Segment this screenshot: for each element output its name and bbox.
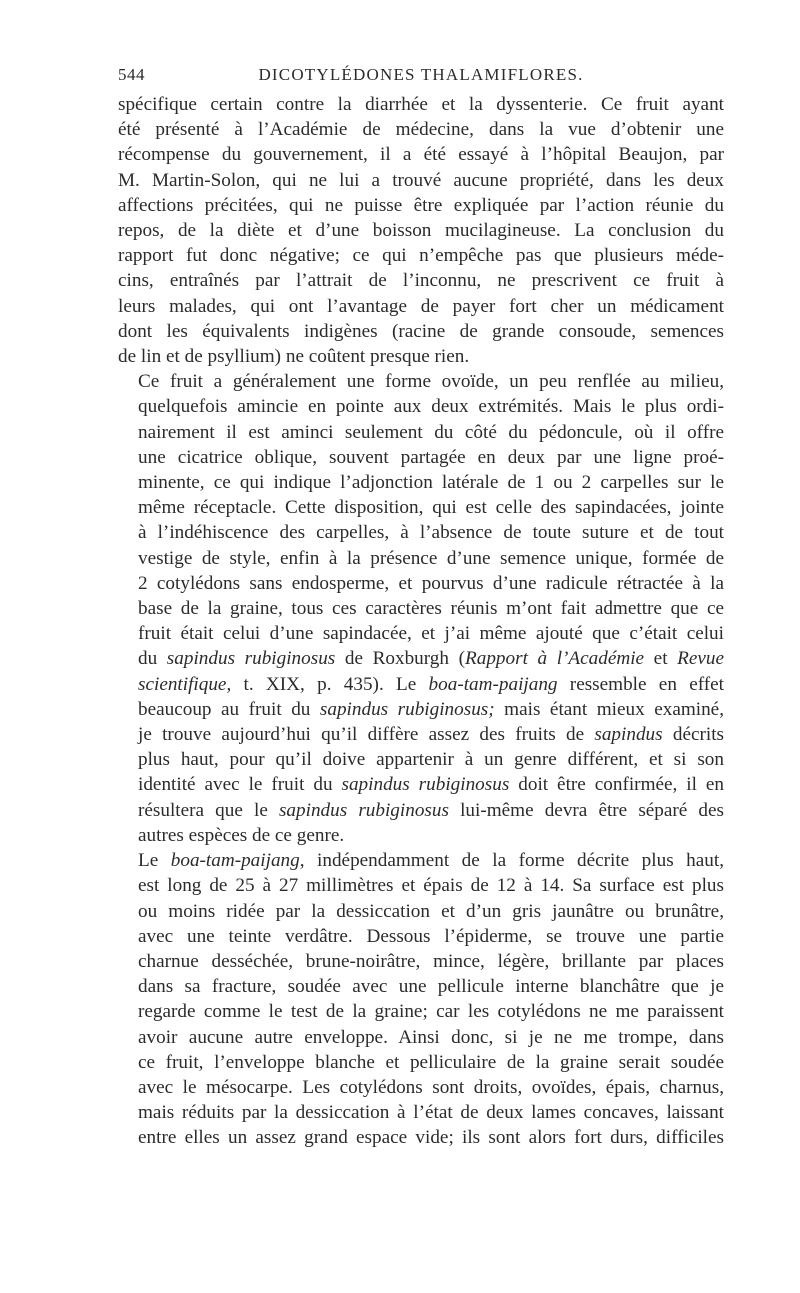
body-text [118,92,724,1151]
text-line [118,798,724,823]
text-line [118,92,724,117]
text-run: à l’indéhiscence des carpelles, à l’absence de toute suture et de tout [138,522,724,544]
italic-term: sapindus rubiginosus [166,648,336,670]
text-run: Le [138,850,171,872]
text-run: , t. XIX, p. 435). Le [226,673,429,695]
text-run: dans sa fracture, soudée avec une pellicule interne blanchâtre que je [138,976,724,998]
text-run: lui-même devra être séparé des [448,799,725,821]
running-title: DICOTYLÉDONES THALAMIFLORES. [258,65,584,84]
text-line [118,697,724,722]
text-line [118,268,724,293]
text-run: de Roxburgh ( [335,648,465,670]
text-run: beaucoup au fruit du [138,698,320,720]
text-line [118,394,724,419]
text-line [118,596,724,621]
text-run: identité avec le fruit du [138,774,342,796]
text-line [118,1125,724,1150]
text-line [118,873,724,898]
text-run: minente, ce qui indique l’adjonction latérale de 1 ou 2 carpelles sur le [138,472,724,494]
text-run: décrits [662,724,724,746]
text-line [118,319,724,344]
text-run: leurs malades, qui ont l’avantage de payer fort cher un médicament [118,295,724,317]
text-line [118,1100,724,1125]
text-run: ressemble en effet [557,673,724,695]
book-page [118,62,724,1151]
running-header [118,62,724,92]
text-line [118,646,724,671]
text-run: ou moins ridée par la dessiccation et d’un gris jaunâtre ou brunâtre, [138,900,724,922]
text-run: regarde comme le test de la graine; car les cotylédons ne me paraissent [138,1001,724,1023]
text-line [118,218,724,243]
text-line [118,571,724,596]
text-line [118,1075,724,1100]
text-line [118,747,724,772]
text-line [118,949,724,974]
text-line [118,369,724,394]
text-run: doit être confirmée, il en [509,774,724,796]
text-run: avec une teinte verdâtre. Dessous l’épiderme, se trouve une partie [138,925,724,947]
text-run: rapport fut donc négative; ce qui n’empêche pas que plusieurs méde- [118,245,724,267]
text-run: dont les équivalents indigènes (racine de grande consoude, semences [118,320,724,342]
text-line [118,344,724,369]
italic-term: Revue [677,648,725,670]
text-run: autres espèces de ce genre. [138,824,345,846]
text-run: avoir aucune autre enveloppe. Ainsi donc, si je ne me trompe, dans [138,1026,724,1048]
text-line [118,999,724,1024]
text-run: charnue desséchée, brune-noirâtre, mince, légère, brillante par places [138,950,724,972]
text-run: je trouve aujourd’hui qu’il diffère assez des fruits de [138,724,595,746]
text-line [118,899,724,924]
text-run: vestige de style, enfin à la présence d’une semence unique, formée de [138,547,724,569]
italic-term: Rapport à l’Académie [465,648,645,670]
paragraph [118,848,724,1150]
text-run: cins, entraînés par l’attrait de l’inconnu, ne prescrivent ce fruit à [118,270,724,292]
text-run: de lin et de psyllium) ne coûtent presque rien. [118,346,470,368]
text-run: spécifique certain contre la diarrhée et la dyssenterie. Ce fruit ayant [118,94,724,115]
text-run: même réceptacle. Cette disposition, qui est celle des sapindacées, jointe [138,497,724,519]
text-line [118,470,724,495]
text-line [118,546,724,571]
italic-term: sapindus [594,724,663,746]
text-run: résultera que le [138,799,279,821]
text-line [118,722,724,747]
text-line [118,420,724,445]
text-run: M. Martin-Solon, qui ne lui a trouvé aucune propriété, dans les deux [118,169,724,191]
text-run: mais étant mieux examiné, [494,698,724,720]
text-run: été présenté à l’Académie de médecine, dans la vue d’obtenir une [118,119,724,141]
text-line [118,294,724,319]
text-run: récompense du gouvernement, il a été essayé à l’hôpital Beaujon, par [118,144,724,166]
italic-term: boa-tam-paijang [170,850,300,872]
text-line [118,142,724,167]
text-line [118,621,724,646]
text-run: une cicatrice oblique, souvent partagée en deux par une ligne proé- [138,446,724,468]
text-line [118,772,724,797]
text-line [118,243,724,268]
text-line [118,445,724,470]
text-run: du [138,648,167,670]
text-run: 2 cotylédons sans endosperme, et pourvus d’une radicule rétractée à la [138,572,724,594]
text-run: nairement il est aminci seulement du côté du pédoncule, où il offre [138,421,724,443]
italic-term: boa-tam-paijang [428,673,558,695]
text-run: est long de 25 à 27 millimètres et épais de 12 à 14. Sa surface est plus [138,875,724,897]
text-line [118,168,724,193]
paragraph [118,92,724,369]
text-line [118,672,724,697]
text-line [118,1050,724,1075]
text-line [118,823,724,848]
text-run: et [644,648,678,670]
italic-term: sapindus rubiginosus; [319,698,495,720]
text-line [118,193,724,218]
text-line [118,117,724,142]
text-run: affections précitées, qui ne puisse être expliquée par l’action réunie du [118,194,724,216]
text-run: fruit était celui d’une sapindacée, et j’ai même ajouté que c’était celui [138,623,724,645]
italic-term: sapindus rubiginosus [341,774,510,796]
italic-term: sapindus rubiginosus [278,799,449,821]
italic-term: scientifique [138,673,227,695]
text-line [118,924,724,949]
text-line [118,520,724,545]
text-run: , indépendamment de la forme décrite plus haut, [299,850,724,872]
text-run: mais réduits par la dessiccation à l’état de deux lames concaves, laissant [138,1102,724,1124]
text-run: ce fruit, l’enveloppe blanche et pelliculaire de la graine serait soudée [138,1051,724,1073]
text-line [118,974,724,999]
text-run: base de la graine, tous ces caractères réunis m’ont fait admettre que ce [138,598,724,620]
text-run: entre elles un assez grand espace vide; ils sont alors fort durs, difficiles [138,1127,724,1149]
text-run: plus haut, pour qu’il doive appartenir à un genre différent, et si son [138,749,724,771]
page-number: 544 [118,65,145,84]
text-line [118,848,724,873]
text-line [118,495,724,520]
text-run: quelquefois amincie en pointe aux deux extrémités. Mais le plus ordi- [138,396,724,418]
text-run: repos, de la diète et d’une boisson mucilagineuse. La conclusion du [118,220,724,242]
text-line [118,1025,724,1050]
text-run: Ce fruit a généralement une forme ovoïde, un peu renflée au milieu, [138,371,724,393]
paragraph [118,369,724,848]
text-run: avec le mésocarpe. Les cotylédons sont droits, ovoïdes, épais, charnus, [138,1076,724,1098]
